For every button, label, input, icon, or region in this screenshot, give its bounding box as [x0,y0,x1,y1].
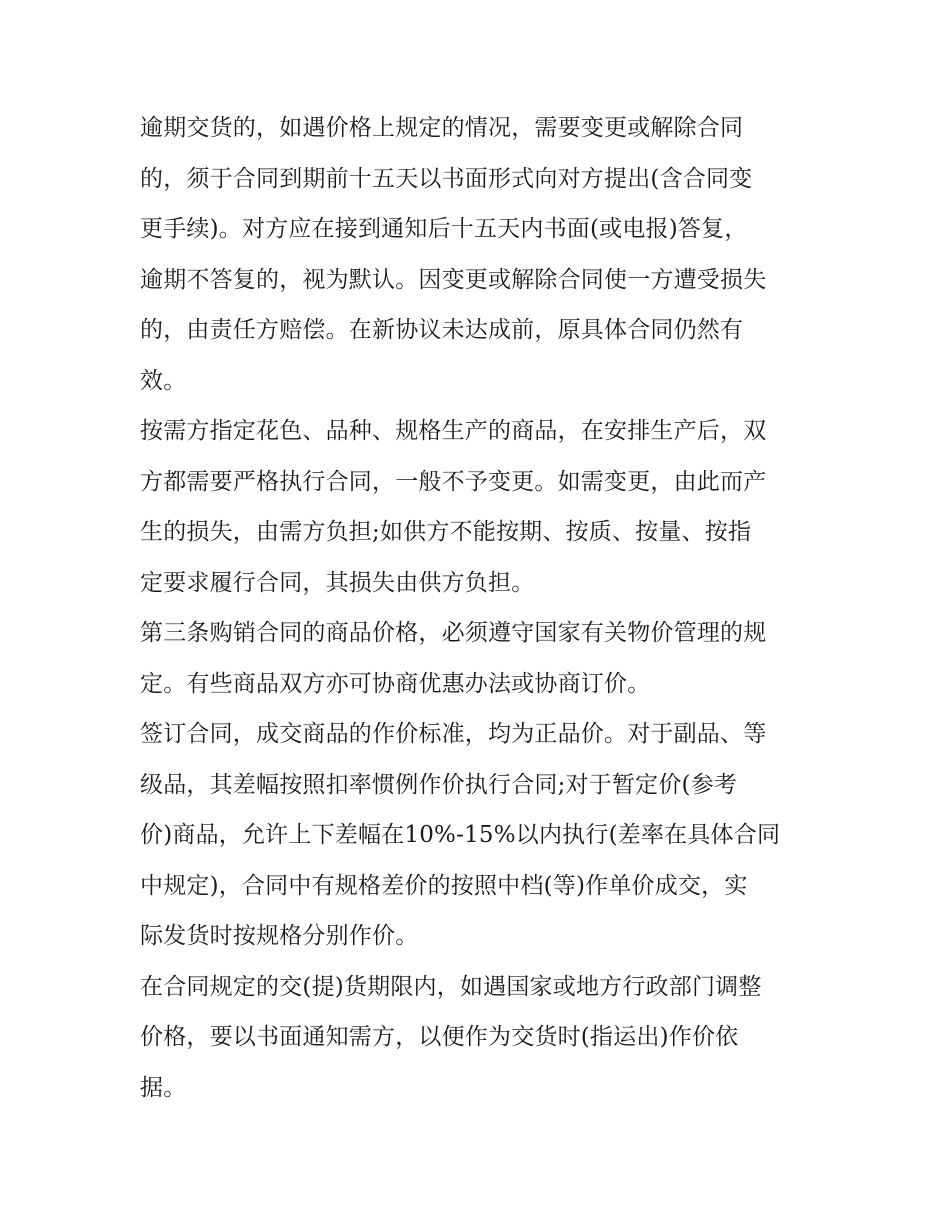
text-line: 效。 [140,367,187,394]
text-line: 逾期不答复的，视为默认。因变更或解除合同使一方遭受损失 [140,266,767,293]
text-line: 的，由责任方赔偿。在新协议未达成前，原具体合同仍然有 [140,317,744,343]
text-line: 生的损失，由需方负担;如供方不能按期、按质、按量、按指 [140,519,752,545]
document-body [140,103,812,1113]
text-line: 价)商品，允许上下差幅在10%-15%以内执行(差率在具体合同 [140,822,781,848]
text-line: 际发货时按规格分别作价。 [140,923,419,949]
paragraph-price-adjustment [140,962,812,1114]
text-line: 方都需要严格执行合同，一般不予变更。如需变更，由此而产 [140,468,767,495]
text-line: 更手续)。对方应在接到通知后十五天内书面(或电报)答复， [140,216,748,242]
text-line: 按需方指定花色、品种、规格生产的商品，在安排生产后，双 [140,418,767,444]
text-line: 定要求履行合同，其损失由供方负担。 [140,569,535,596]
text-line: 定。有些商品双方亦可协商优惠办法或协商订价。 [140,670,651,697]
text-line: 第三条购销合同的商品价格，必须遵守国家有关物价管理的规 [140,620,767,646]
text-line: 级品，其差幅按照扣率惯例作价执行合同;对于暂定价(参考 [140,771,738,798]
text-line: 据。 [140,1074,187,1101]
paragraph-pricing-standard [140,709,812,962]
text-line: 价格，要以书面通知需方，以便作为交货时(指运出)作价依 [140,1024,739,1050]
paragraph-change-termination [140,103,812,406]
text-line: 在合同规定的交(提)货期限内，如遇国家或地方行政部门调整 [140,973,762,1000]
paragraph-custom-production [140,406,812,608]
text-line: 签订合同，成交商品的作价标准，均为正品价。对于副品、等 [140,721,767,747]
text-line: 的，须于合同到期前十五天以书面形式向对方提出(含合同变 [140,165,753,192]
paragraph-article-three-pricing [140,608,812,709]
text-line: 逾期交货的，如遇价格上规定的情况，需要变更或解除合同 [140,115,744,141]
text-line: 中规定)，合同中有规格差价的按照中档(等)作单价成交，实 [140,872,748,899]
